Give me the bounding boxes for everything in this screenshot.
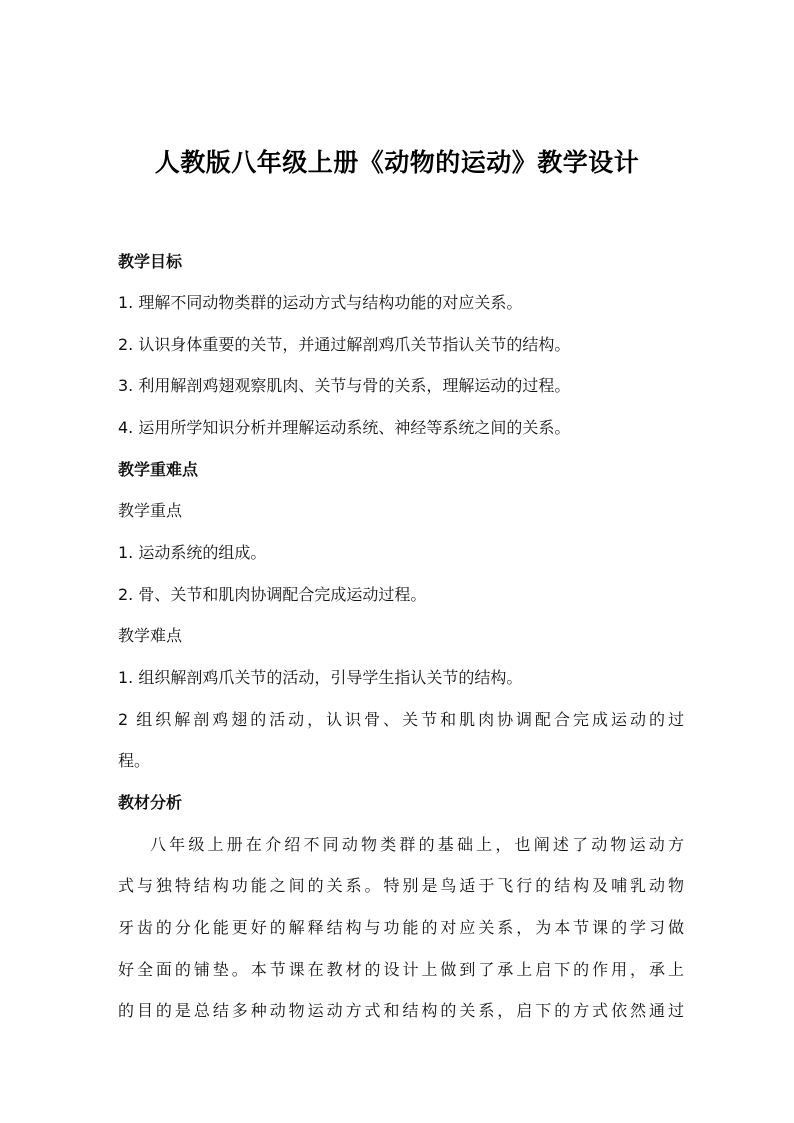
key-point-item-2: 2. 骨、关节和肌肉协调配合完成运动过程。: [118, 585, 427, 604]
section-heading-objectives: 教学目标: [118, 252, 183, 271]
section-heading-analysis: 教材分析: [118, 793, 183, 812]
analysis-paragraph-line-4: 好全面的铺垫。本节课在教材的设计上做到了承上启下的作用，承上: [118, 960, 684, 979]
difficult-point-item-2: 2 组织解剖鸡翅的活动，认识骨、关节和肌肉协调配合完成运动的过: [118, 710, 684, 729]
analysis-paragraph-line-1: 八年级上册在介绍不同动物类群的基础上，也阐述了动物运动方: [150, 835, 684, 854]
document-title: 人教版八年级上册《动物的运动》教学设计: [154, 148, 640, 177]
analysis-paragraph-line-2: 式与独特结构功能之间的关系。特别是鸟适于飞行的结构及哺乳动物: [118, 876, 684, 895]
objective-item-4: 4. 运用所学知识分析并理解运动系统、神经等系统之间的关系。: [118, 418, 571, 437]
key-point-item-1: 1. 运动系统的组成。: [118, 543, 267, 562]
difficult-point-item-1: 1. 组织解剖鸡爪关节的活动，引导学生指认关节的结构。: [118, 668, 523, 687]
analysis-paragraph-line-5: 的目的是总结多种动物运动方式和结构的关系，启下的方式依然通过: [118, 1001, 684, 1020]
objective-item-2: 2. 认识身体重要的关节，并通过解剖鸡爪关节指认关节的结构。: [118, 335, 571, 354]
subheading-difficult-points: 教学难点: [118, 626, 183, 645]
objective-item-1: 1. 理解不同动物类群的运动方式与结构功能的对应关系。: [118, 293, 523, 312]
analysis-paragraph-line-3: 牙齿的分化能更好的解释结构与功能的对应关系，为本节课的学习做: [118, 918, 684, 937]
subheading-key-points: 教学重点: [118, 501, 183, 520]
section-heading-key-difficult: 教学重难点: [118, 460, 199, 479]
difficult-point-item-2-continued: 程。: [118, 751, 151, 770]
objective-item-3: 3. 利用解剖鸡翅观察肌肉、关节与骨的关系，理解运动的过程。: [118, 376, 571, 395]
